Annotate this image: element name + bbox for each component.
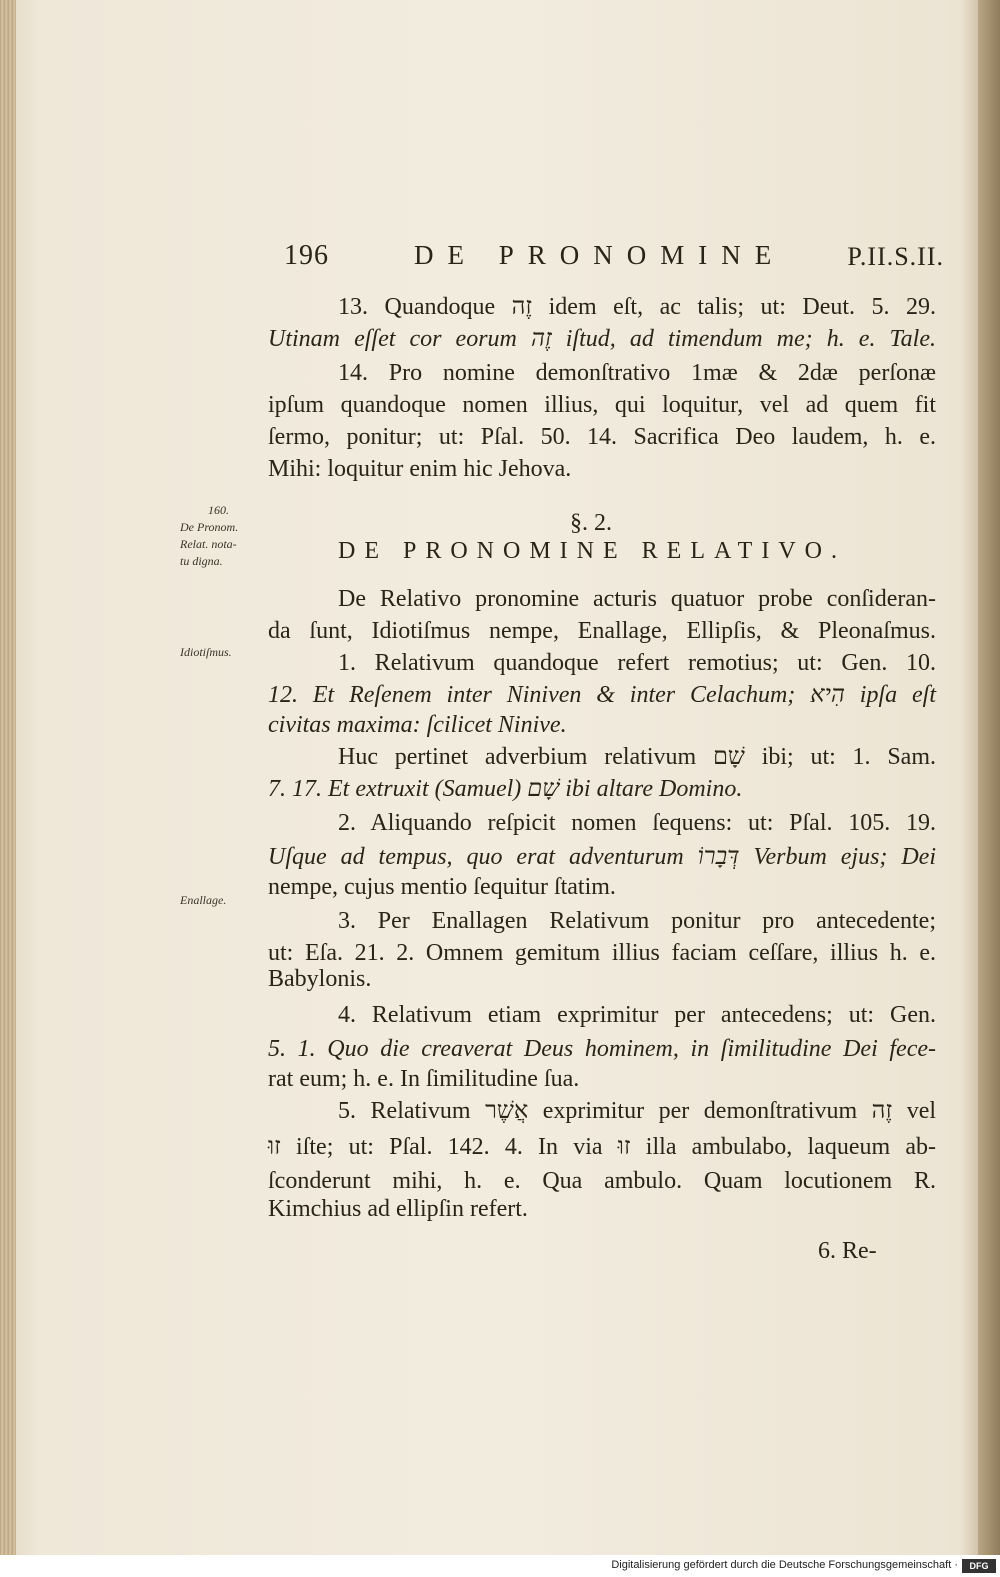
digitization-footer (0, 1555, 1000, 1577)
margin-note-enallage: Enallage. (180, 893, 227, 907)
section-mark: §. 2. (570, 510, 612, 536)
margin-note-number: 160. (208, 503, 229, 517)
part-section-label: P.II.S.II. (847, 242, 944, 271)
text-line: ſermo, ponitur; ut: Pſal. 50. 14. Sacrifica Deo laudem, h. e. (268, 424, 936, 450)
catchword: 6. Re- (818, 1238, 877, 1264)
margin-note-line: Relat. nota- (180, 537, 237, 551)
text-line: 5. Relativum אֲשֶׁר exprimitur per demonſtrativum זֶה vel (338, 1098, 937, 1124)
text-line: rat eum; h. e. In ſimilitudine ſua. (268, 1066, 580, 1092)
book-gutter (0, 0, 16, 1577)
margin-note-line: tu digna. (180, 554, 223, 568)
text-line: ut: Eſa. 21. 2. Omnem gemitum illius faciam ceſſare, illius h. e. (268, 940, 936, 966)
text-line: 12. Et Reſenem inter Niniven & inter Celachum; הִיא ipſa eſt (268, 682, 936, 708)
dfg-logo: DFG (962, 1559, 996, 1573)
text-line: 2. Aliquando reſpicit nomen ſequens: ut: Pſal. 105. 19. (338, 810, 936, 836)
page-number: 196 (284, 240, 329, 271)
text-line: זוּ iſte; ut: Pſal. 142. 4. In via זוּ illa ambulabo, laqueum ab- (268, 1134, 936, 1160)
text-line: Huc pertinet adverbium relativum שָׁם ibi; ut: 1. Sam. (338, 744, 936, 770)
text-line: Uſque ad tempus, quo erat adventurum דְּבָרוֹ Verbum ejus; Dei (268, 844, 936, 870)
text-line: 13. Quandoque זֶה idem eſt, ac talis; ut: Deut. 5. 29. (338, 294, 936, 320)
text-line: 14. Pro nomine demonſtrativo 1mæ & 2dæ perſonæ (338, 360, 936, 386)
text-line: 4. Relativum etiam exprimitur per antecedens; ut: Gen. (338, 1002, 936, 1028)
text-line: ſconderunt mihi, h. e. Qua ambulo. Quam locutionem R. (268, 1168, 936, 1194)
text-line: 5. 1. Quo die creaverat Deus hominem, in ſimilitudine Dei fece- (268, 1036, 936, 1062)
text-line: Utinam eſſet cor eorum זֶה iſtud, ad timendum me; h. e. Tale. (268, 326, 936, 352)
text-line: De Relativo pronomine acturis quatuor probe conſideran- (338, 586, 936, 612)
text-line: Kimchius ad ellipſin refert. (268, 1196, 528, 1222)
text-line: da ſunt, Idiotiſmus nempe, Enallage, Ellipſis, & Pleonaſmus. (268, 618, 936, 644)
text-line: ipſum quandoque nomen illius, qui loquitur, vel ad quem fit (268, 392, 936, 418)
running-title: DE PRONOMINE (414, 240, 786, 270)
section-title: DE PRONOMINE RELATIVO. (338, 538, 846, 564)
text-line: 7. 17. Et extruxit (Samuel) שָׁם ibi altare Domino. (268, 776, 743, 802)
text-line: 1. Relativum quandoque refert remotius; ut: Gen. 10. (338, 650, 936, 676)
margin-note-line: De Pronom. (180, 520, 239, 534)
text-line: civitas maxima: ſcilicet Ninive. (268, 712, 567, 738)
page-edge-shadow (978, 0, 1000, 1555)
footer-credit: Digitalisierung gefördert durch die Deutsche Forschungsgemeinschaft · (611, 1559, 958, 1571)
margin-note-idiotismus: Idiotiſmus. (180, 645, 232, 659)
text-line: Babylonis. (268, 966, 372, 992)
text-line: Mihi: loquitur enim hic Jehova. (268, 456, 572, 482)
running-head (284, 240, 944, 280)
text-line: nempe, cujus mentio ſequitur ſtatim. (268, 874, 616, 900)
margin-note-160 (180, 502, 275, 570)
text-line: 3. Per Enallagen Relativum ponitur pro antecedente; (338, 908, 936, 934)
